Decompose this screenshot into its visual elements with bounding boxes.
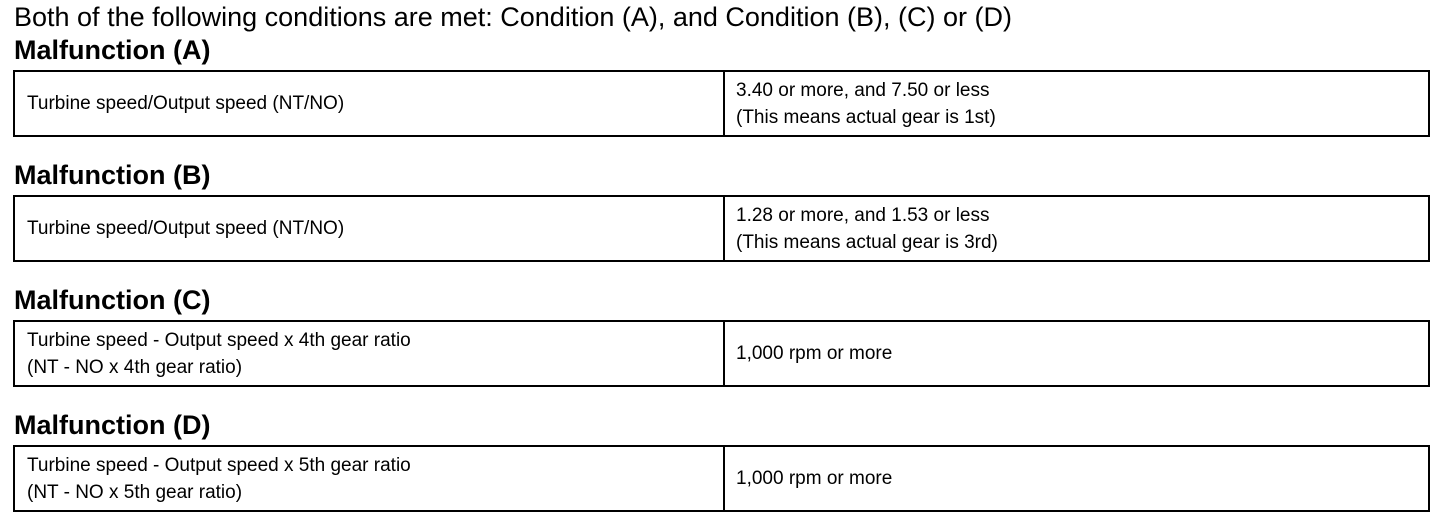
conditions-intro: Both of the following conditions are met: Condition (A), and Condition (B), (C) or (D) [14, 2, 1012, 32]
malfunction-a-item-cell [15, 72, 725, 135]
malfunction-d-item-cell [15, 447, 725, 510]
malfunction-a-table [13, 70, 1430, 137]
malfunction-b-value-note: (This means actual gear is 3rd) [736, 231, 998, 253]
malfunction-b-item-line: Turbine speed/Output speed (NT/NO) [27, 218, 345, 239]
malfunction-d-item-line: Turbine speed - Output speed x 5th gear ratio [27, 454, 411, 476]
malfunction-b-table [13, 195, 1430, 262]
malfunction-b-heading: Malfunction (B) [14, 160, 211, 190]
malfunction-c-heading: Malfunction (C) [14, 285, 211, 315]
malfunction-c-value-line: 1,000 rpm or more [736, 343, 893, 364]
malfunction-d-table [13, 445, 1430, 512]
malfunction-a-item-line: Turbine speed/Output speed (NT/NO) [27, 93, 345, 114]
malfunction-c-table [13, 320, 1430, 387]
malfunction-a-heading: Malfunction (A) [14, 35, 211, 65]
malfunction-c-item-line: Turbine speed - Output speed x 4th gear ratio [27, 329, 411, 351]
malfunction-a-value-cell [725, 72, 1428, 135]
malfunction-d-value-cell [725, 447, 1428, 510]
malfunction-b-value-line: 1.28 or more, and 1.53 or less [736, 204, 990, 226]
malfunction-c-value-cell [725, 322, 1428, 385]
malfunction-b-item-cell [15, 197, 725, 260]
malfunction-b-value-cell [725, 197, 1428, 260]
malfunction-a-value-line: 3.40 or more, and 7.50 or less [736, 79, 990, 101]
malfunction-d-item-abbrev: (NT - NO x 5th gear ratio) [27, 481, 243, 503]
malfunction-c-item-cell [15, 322, 725, 385]
malfunction-d-value-line: 1,000 rpm or more [736, 468, 893, 489]
malfunction-c-item-abbrev: (NT - NO x 4th gear ratio) [27, 356, 243, 378]
malfunction-d-heading: Malfunction (D) [14, 410, 211, 440]
malfunction-a-value-note: (This means actual gear is 1st) [736, 106, 996, 128]
